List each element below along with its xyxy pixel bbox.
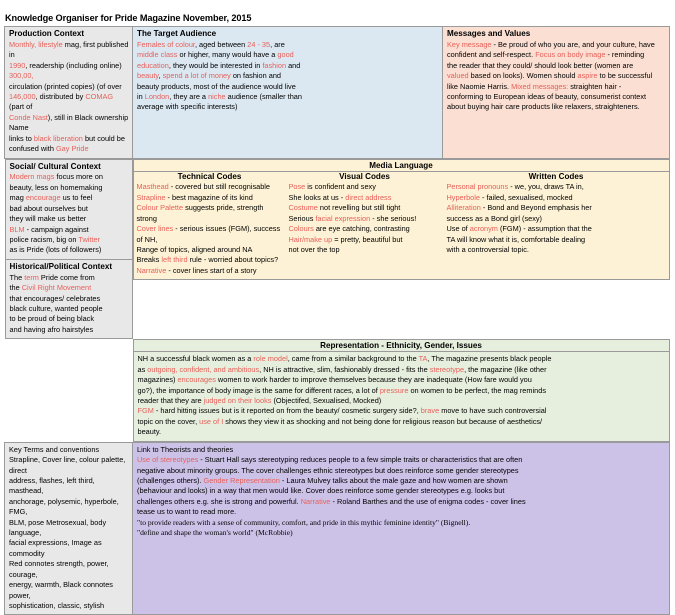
technical-codes-col	[134, 172, 286, 277]
text-line: bad about ourselves but	[9, 203, 88, 213]
text-line: (behaviour and looks) in a way that men would like. Cover does reinforce some gender stereotypes e.g. looks but	[137, 486, 505, 496]
text-line: FGM - hard hitting issues but is it reported on from the beauty/ cosmetic surgery side?, brave move to have such controversial	[137, 406, 547, 416]
text-line: conforming to European ideas of beauty, consumerist context	[447, 92, 647, 102]
theorists-heading: Link to Theorists and theories	[137, 444, 234, 454]
media-language-banner: Media Language	[133, 159, 670, 171]
text-line: Red connotes strength, power, courage,	[9, 559, 109, 579]
text-line: confident and self-respect. Focus on body image - reminding	[447, 50, 645, 60]
text-line: valued based on looks). Women should aspire to be successful	[447, 71, 653, 81]
messages-values-cell	[443, 27, 670, 159]
text-line: Hair/make up = pretty, beautiful but	[288, 234, 403, 244]
text-line: education, they would be interested in fashion and	[137, 60, 301, 70]
text-line: Monthly, lifestyle mag, first published in	[9, 39, 129, 60]
text-line: beauty, less on homemaking	[9, 182, 103, 192]
text-line: not over the top	[288, 245, 340, 255]
representation-body	[138, 354, 666, 437]
visual-codes-heading: Visual Codes	[339, 171, 390, 181]
text-line: She looks at us - direct address	[288, 192, 392, 202]
text-line: as is Pride (lots of followers)	[9, 245, 102, 255]
text-line: The term Pride come from	[9, 272, 95, 282]
historical-political-body	[10, 273, 129, 336]
social-cultural-body	[10, 172, 129, 255]
social-cultural-cell	[5, 159, 133, 259]
theorist-quote-2: "define and shape the woman's world" (McRobbie)	[137, 528, 293, 538]
text-line: as outgoing, confident, and ambitious, NH is attractive, slim, fashionably dressed - fits the stereotype, the magazine (like other	[137, 364, 547, 374]
text-line: Colour Palette suggests pride, strength strong	[136, 203, 264, 223]
text-line: the reader that they could/ should look better (women are	[447, 60, 634, 70]
row-bottom	[5, 442, 670, 615]
left-context-stack	[5, 158, 133, 339]
text-line: Conde Nast), still in Black ownership Name	[9, 112, 129, 133]
social-cultural-heading: Social/ Cultural Context	[9, 161, 101, 171]
target-audience-cell	[133, 27, 443, 159]
text-line: they will make us better	[9, 214, 87, 224]
media-language-columns	[133, 171, 670, 281]
production-context-heading: Production Context	[9, 29, 85, 38]
production-context-body	[9, 40, 129, 155]
text-line: Strapline - best magazine of its kind	[136, 192, 253, 202]
text-line: Use of stereotypes - Stuart Hall says stereotyping reduces people to a few simple traits or characteristics that are often	[137, 455, 523, 465]
page-title: Knowledge Organiser for Pride Magazine November, 2015	[5, 13, 252, 23]
text-line: black culture, wanted people	[9, 304, 103, 314]
text-line: beauty.	[137, 427, 162, 437]
text-line: Masthead - covered but still recognisable	[136, 182, 270, 192]
historical-political-cell	[5, 259, 133, 339]
text-line: average with specific interests)	[137, 102, 238, 112]
representation-spacer	[5, 339, 133, 442]
row-media-language	[5, 158, 670, 339]
text-line: like Naomie Harris. Mixed messages: straighten hair -	[447, 81, 622, 91]
key-terms-heading: Key Terms and conventions	[9, 444, 100, 454]
text-line: challenges others e.g. she is strong and powerful. Narrative - Roland Barthes and the use of enigma codes - cover lines	[137, 496, 526, 506]
text-line: Cover lines - serious issues (FGM), success of NH,	[136, 224, 281, 244]
text-line: Breaks left third rule - worried about topics?	[136, 255, 279, 265]
text-line: middle class or higher, many would have a good	[137, 50, 294, 60]
messages-values-body	[447, 40, 666, 113]
text-line: topic on the cover, use of I shows they view it as shocking and not being done for religious reason but because of aesthetics/	[137, 416, 543, 426]
text-line: Range of topics, aligned around NA	[136, 245, 253, 255]
text-line: beauty, spend a lot of money on fashion and	[137, 71, 282, 81]
written-codes-body	[447, 182, 666, 255]
media-language-cell	[133, 158, 670, 339]
text-line: success as a Bond girl (sexy)	[446, 213, 543, 223]
written-codes-heading: Written Codes	[528, 171, 584, 181]
historical-political-heading: Historical/Political Context	[9, 261, 113, 271]
text-line: tease us to want to read more.	[137, 507, 237, 517]
row-context	[5, 27, 670, 159]
text-line: Strapline, Cover line, colour palette, direct	[9, 455, 126, 475]
theorists-cell	[133, 442, 670, 615]
representation-cell	[133, 339, 670, 442]
text-line: circulation (printed copies) (of over	[9, 81, 122, 91]
production-context-cell	[5, 27, 133, 159]
text-line: Key message - Be proud of who you are, and your culture, have	[447, 39, 655, 49]
theorist-quote-1: "to provide readers with a sense of community, comfort, and pride in this mythic feminine identity" (Bignell).	[137, 517, 471, 527]
key-terms-cell	[5, 442, 133, 615]
text-line: BLM, pose Metrosexual, body language,	[9, 517, 107, 538]
text-line: links to black liberation but could be	[9, 133, 125, 143]
text-line: Narrative - cover lines start of a story	[136, 265, 257, 275]
text-line: Personal pronouns - we, you, draws TA in,	[446, 182, 584, 192]
text-line: the Civil Right Movement	[9, 283, 92, 293]
text-line: Use of acronym (FGM) - assumption that the	[446, 224, 592, 234]
text-line: reader that they are judged on their looks (Objectifed, Sexualised, Mocked)	[137, 396, 382, 405]
text-line: Females of colour, aged between 24 - 35, are	[137, 39, 285, 49]
text-line: that encourages/ celebrates	[9, 293, 101, 303]
text-line: Colours are eye catching, contrasting	[288, 224, 410, 234]
text-line: beauty products, most of the audience would live	[137, 81, 296, 91]
text-line: anchorage, polysemic, hyperbole, FMG,	[9, 496, 119, 517]
messages-values-heading: Messages and Values	[447, 29, 531, 38]
row-representation	[5, 339, 670, 442]
target-audience-heading: The Target Audience	[137, 29, 217, 38]
text-line: sophistication, classic, stylish	[9, 601, 105, 611]
text-line: magazines) encourages women to work harder to improve themselves because they are inadequate (How fare would you	[137, 375, 532, 385]
text-line: in London, they are a niche audience (smaller than	[137, 92, 302, 102]
key-terms-body	[9, 455, 129, 611]
text-line: facial expressions, Image as commodity	[9, 538, 102, 558]
text-line: Pose is confident and sexy	[288, 182, 376, 192]
text-line: with a controversial topic.	[446, 245, 529, 255]
text-line: TA will know what it is, comfortable dealing	[446, 234, 586, 244]
written-codes-col	[444, 172, 669, 277]
text-line: confused with Gay Pride	[9, 144, 89, 154]
text-line: go?), the importance of body image is the same for different races, a lot of pressure on women to be perfect, the mag reminds	[137, 385, 546, 395]
technical-codes-heading: Technical Codes	[177, 171, 242, 181]
visual-codes-body	[289, 182, 441, 255]
text-line: mag encourage us to feel	[9, 193, 93, 203]
representation-banner: Representation - Ethnicity, Gender, Issues	[133, 339, 670, 351]
text-line: BLM - campaign against	[9, 224, 89, 234]
target-audience-body	[137, 40, 439, 113]
text-line: (challenges others). Gender Representation - Laura Mulvey talks about the male gaze and how women are shown	[137, 475, 508, 485]
text-line: energy, warmth, Black connotes power,	[9, 580, 113, 600]
text-line: NH a successful black women as a role model, came from a similar background to the TA, The magazine presents black people	[137, 354, 552, 364]
text-line: address, flashes, left third, masthead,	[9, 475, 95, 496]
text-line: 1990, readership (including online) 300,00,	[9, 60, 122, 81]
text-line: Hyperbole - failed, sexualised, mocked	[446, 192, 573, 202]
text-line: police racism, big on Twitter	[9, 235, 100, 245]
text-line: Alliteration - Bond and Beyond emphasis her	[446, 203, 592, 213]
representation-body-cell	[133, 351, 670, 441]
text-line: Costume not revelling but still tight	[288, 203, 401, 213]
text-line: 146,000, distributed by COMAG (part of	[9, 92, 114, 112]
text-line: negative about minority groups. The cover challenges ethnic stereotypes but does reinforce some gender stereotypes	[137, 465, 519, 475]
text-line: and having afro hairstyles	[9, 324, 94, 334]
technical-codes-body	[137, 182, 283, 276]
text-line: Serious facial expression - she serious!	[288, 213, 417, 223]
text-line: about buying hair care products like relaxers, straighteners.	[447, 102, 640, 112]
text-line: Modern mags focus more on	[9, 172, 103, 182]
text-line: to be proud of being black	[9, 314, 95, 324]
visual-codes-col	[286, 172, 444, 277]
theorists-body	[137, 455, 666, 518]
organiser-grid	[4, 26, 670, 615]
